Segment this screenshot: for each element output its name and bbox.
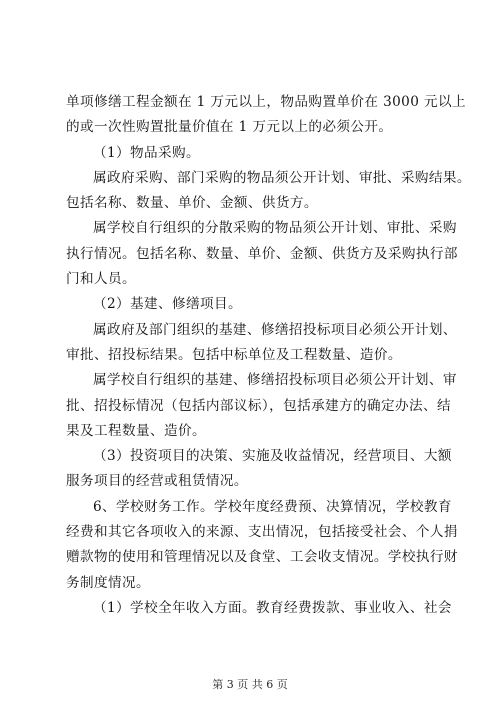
text-line: 执行情况。包括名称、数量、单价、金额、供货方及采购执行部 — [66, 245, 458, 262]
section-heading: （1）物品采购。 — [93, 144, 201, 161]
text-line: 审批、招投标结果。包括中标单位及工程数量、造价。 — [66, 346, 402, 363]
text-line: 属学校自行组织的基建、修缮招投标项目必须公开计划、审 — [93, 372, 457, 389]
text-line: 服务项目的经营或租赁情况。 — [66, 473, 248, 490]
section-heading: 6、学校财务工作。学校年度经费预、决算情况，学校教育 — [93, 498, 452, 515]
text-line: 赠款物的使用和管理情况以及食堂、工会收支情况。学校执行财 — [66, 549, 458, 566]
section-heading: （2）基建、修缮项目。 — [93, 296, 242, 313]
section-heading: （3）投资项目的决策、实施及收益情况，经营项目、大额 — [93, 448, 452, 465]
text-line: 属学校自行组织的分散采购的物品须公开计划、审批、采购 — [93, 220, 457, 237]
document-body — [66, 90, 471, 621]
text-line: 包括名称、数量、单价、金额、供货方。 — [66, 195, 318, 212]
page-number-footer: 第 3 页 共 6 页 — [212, 678, 288, 691]
text-line: 务制度情况。 — [66, 574, 150, 591]
text-line: 的或一次性购置批量价值在 1 万元以上的必须公开。 — [66, 119, 393, 136]
text-line: 果及工程数量、造价。 — [66, 422, 206, 439]
text-line: 经费和其它各项收入的来源、支出情况，包括接受社会、个人捐 — [66, 524, 458, 541]
text-line: 单项修缮工程金额在 1 万元以上，物品购置单价在 3000 元以上 — [66, 94, 466, 110]
text-line: 门和人员。 — [66, 271, 136, 288]
text-line: 批、招投标情况（包括内部议标），包括承建方的确定办法、结 — [66, 397, 452, 414]
section-heading: （1）学校全年收入方面。教育经费拨款、事业收入、社会 — [93, 599, 452, 616]
text-line: 属政府采购、部门采购的物品须公开计划、审批、采购结果。 — [93, 169, 471, 186]
text-line: 属政府及部门组织的基建、修缮招投标项目必须公开计划、 — [93, 321, 457, 338]
